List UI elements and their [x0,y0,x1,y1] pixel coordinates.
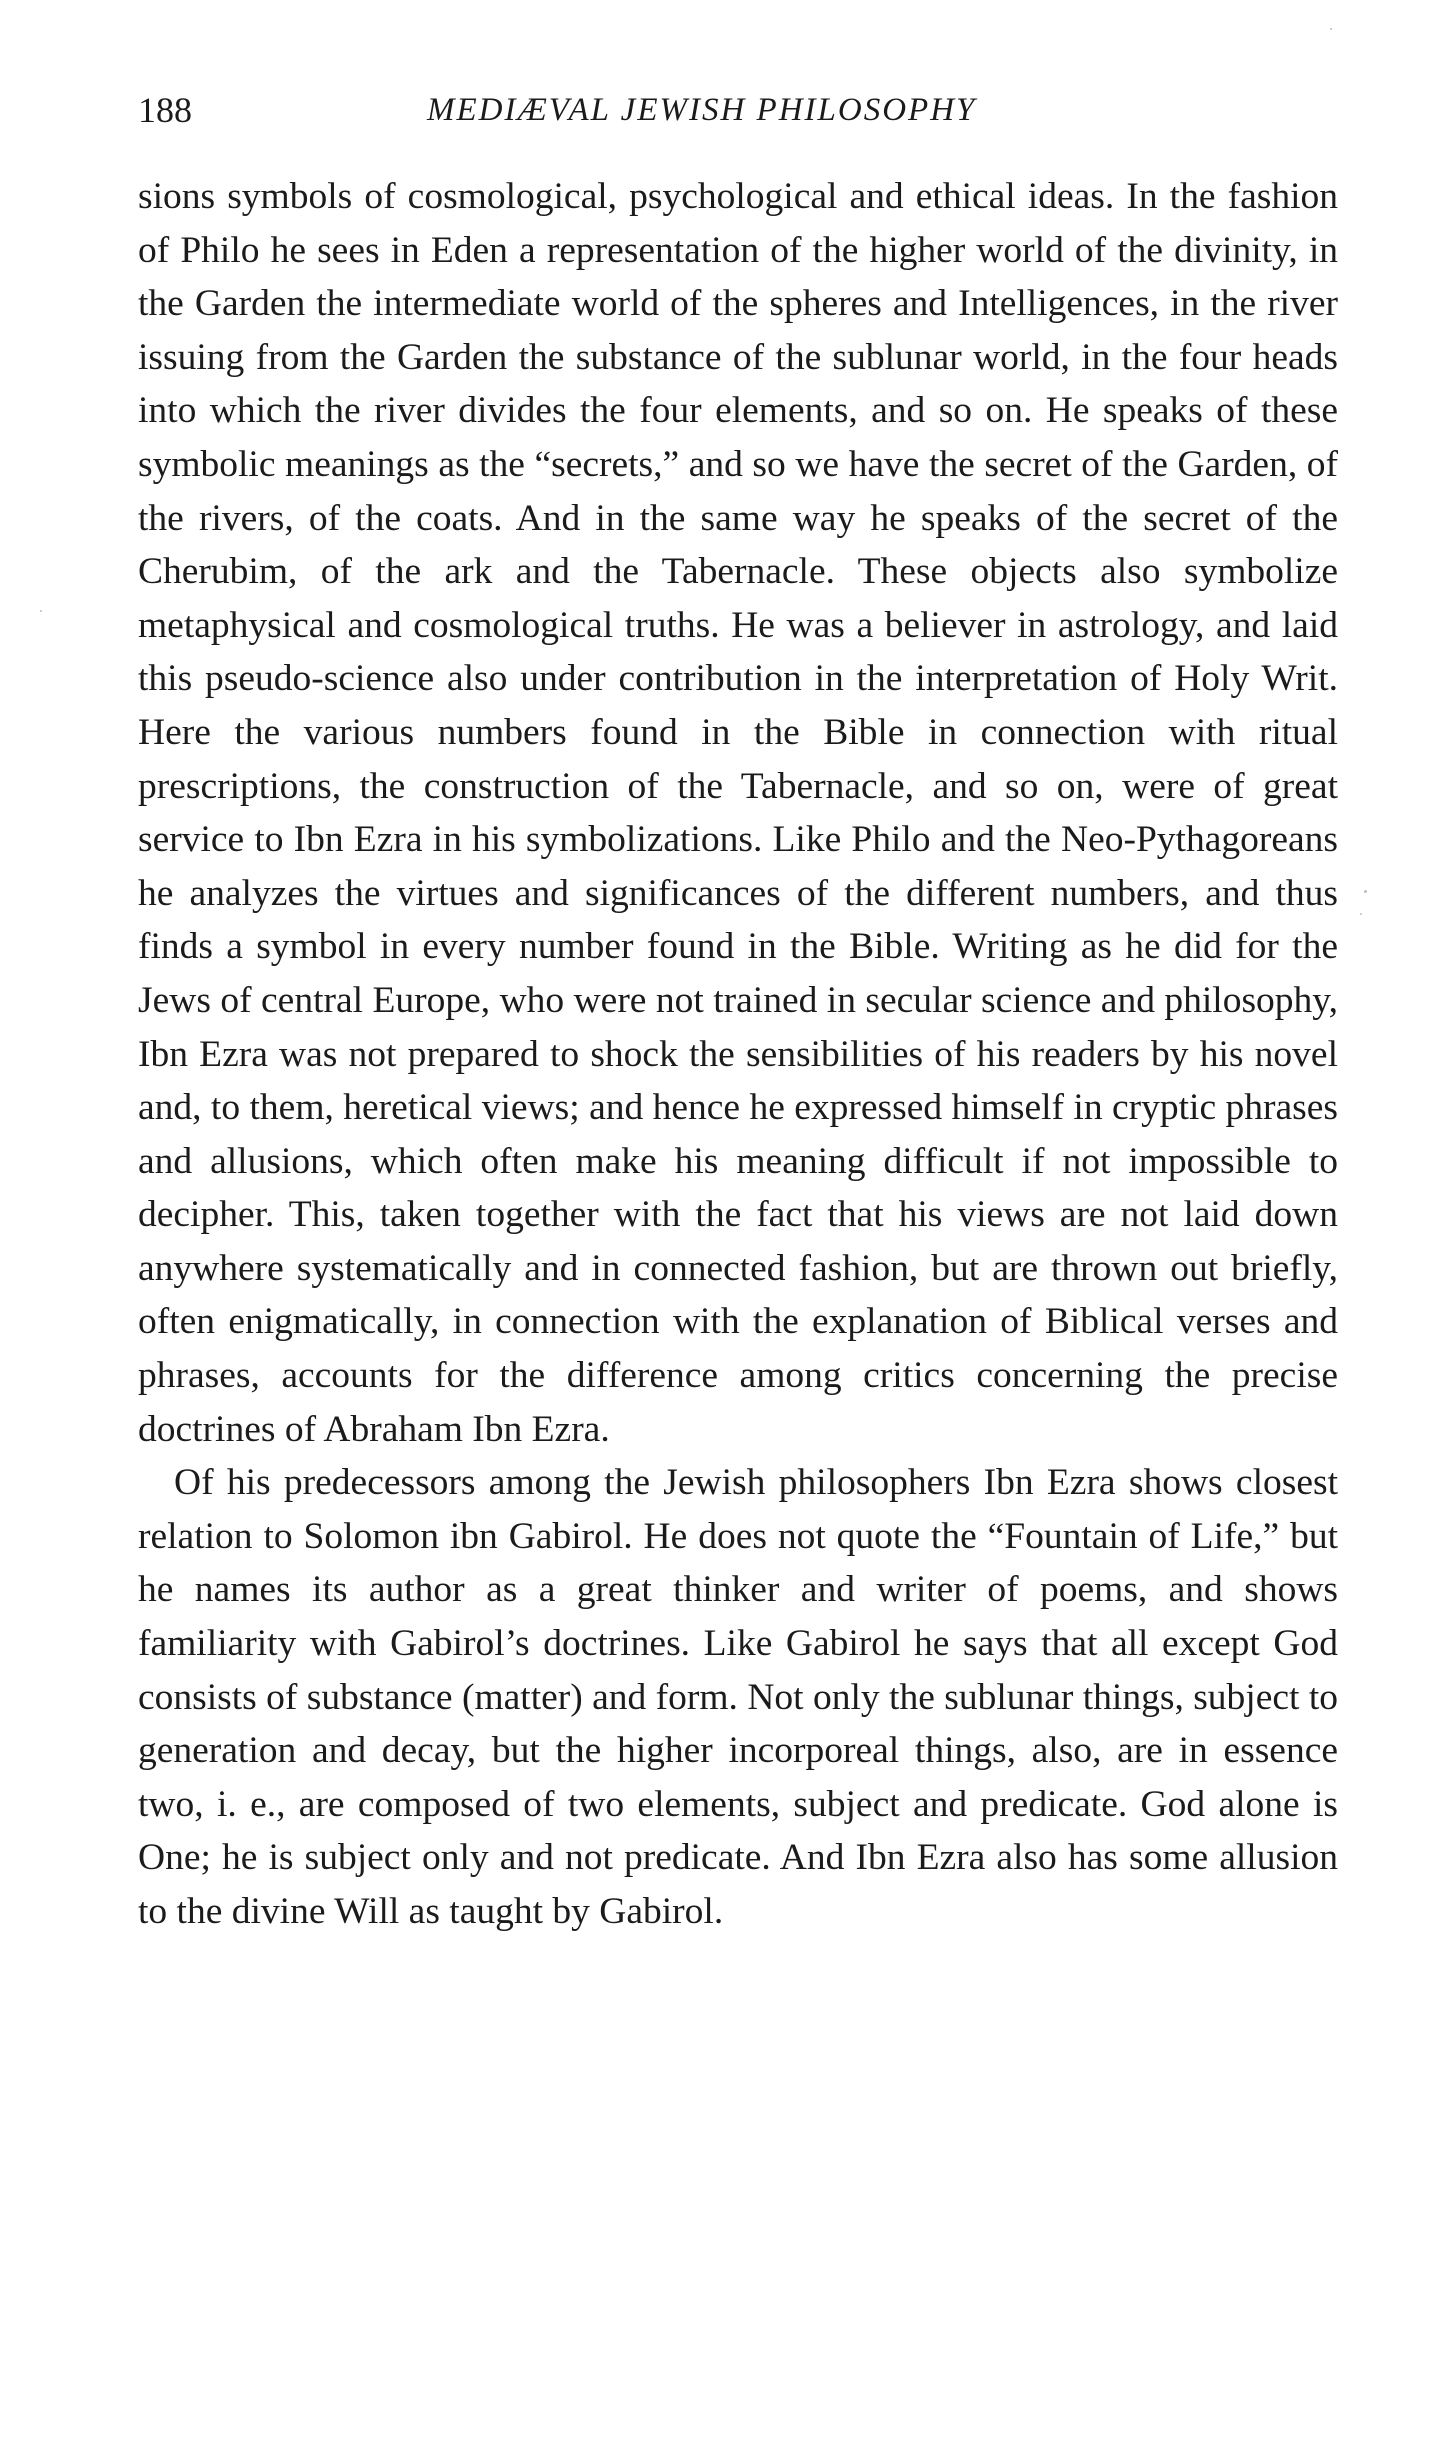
running-title: MEDIÆVAL JEWISH PHILOSOPHY [427,92,977,128]
page-number: 188 [138,90,192,130]
body-text [138,170,1338,1939]
stray-mark [1360,913,1362,915]
stray-mark [1330,28,1332,30]
paragraph: sions symbols of cosmological, psychological and ethical ideas. In the fashion of Philo he sees in Eden a representation of the higher world of the divinity, in the Garden the intermediate world of the spheres and Intelligences, in the river issuing from the Garden the substance of the sublunar world, in the four heads into which the river divides the four elements, and so on. He speaks of these symbolic meanings as the “secrets,” and so we have the secret of the Garden, of the rivers, of the coats. And in the same way he speaks of the secret of the Cherubim, of the ark and the Tabernacle. These objects also symbolize metaphysical and cosmological truths. He was a believer in astrology, and laid this pseudo-science also under contribution in the interpretation of Holy Writ. Here the various numbers found in the Bible in connection with ritual prescriptions, the construction of the Tabernacle, and so on, were of great service to Ibn Ezra in his symbolizations. Like Philo and the Neo-Pythagoreans he analyzes the virtues and significances of the different numbers, and thus finds a symbol in every number found in the Bible. Writing as he did for the Jews of central Europe, who were not trained in secular science and philosophy, Ibn Ezra was not prepared to shock the sensibilities of his readers by his novel and, to them, heretical views; and hence he expressed himself in cryptic phrases and allusions, which often make his meaning difficult if not impossible to decipher. This, taken together with the fact that his views are not laid down anywhere systematically and in connected fashion, but are thrown out briefly, often enigmatically, in connection with the explanation of Biblical verses and phrases, accounts for the difference among critics concerning the precise doctrines of Abraham Ibn Ezra. [138,176,1338,1450]
stray-mark [1364,890,1367,893]
stray-mark [40,610,42,612]
running-head [138,84,1338,136]
paragraph: Of his predecessors among the Jewish philosophers Ibn Ezra shows closest relation to Solomon ibn Gabirol. He does not quote the “Fountain of Life,” but he names its author as a great thinker and writer of poems, and shows familiarity with Gabirol’s doctrines. Like Gabirol he says that all except God consists of substance (matter) and form. Not only the sublunar things, subject to generation and decay, but the higher incorporeal things, also, are in essence two, i. e., are composed of two elements, subject and predicate. God alone is One; he is subject only and not predicate. And Ibn Ezra also has some allusion to the divine Will as taught by Gabirol. [138,1462,1338,1932]
